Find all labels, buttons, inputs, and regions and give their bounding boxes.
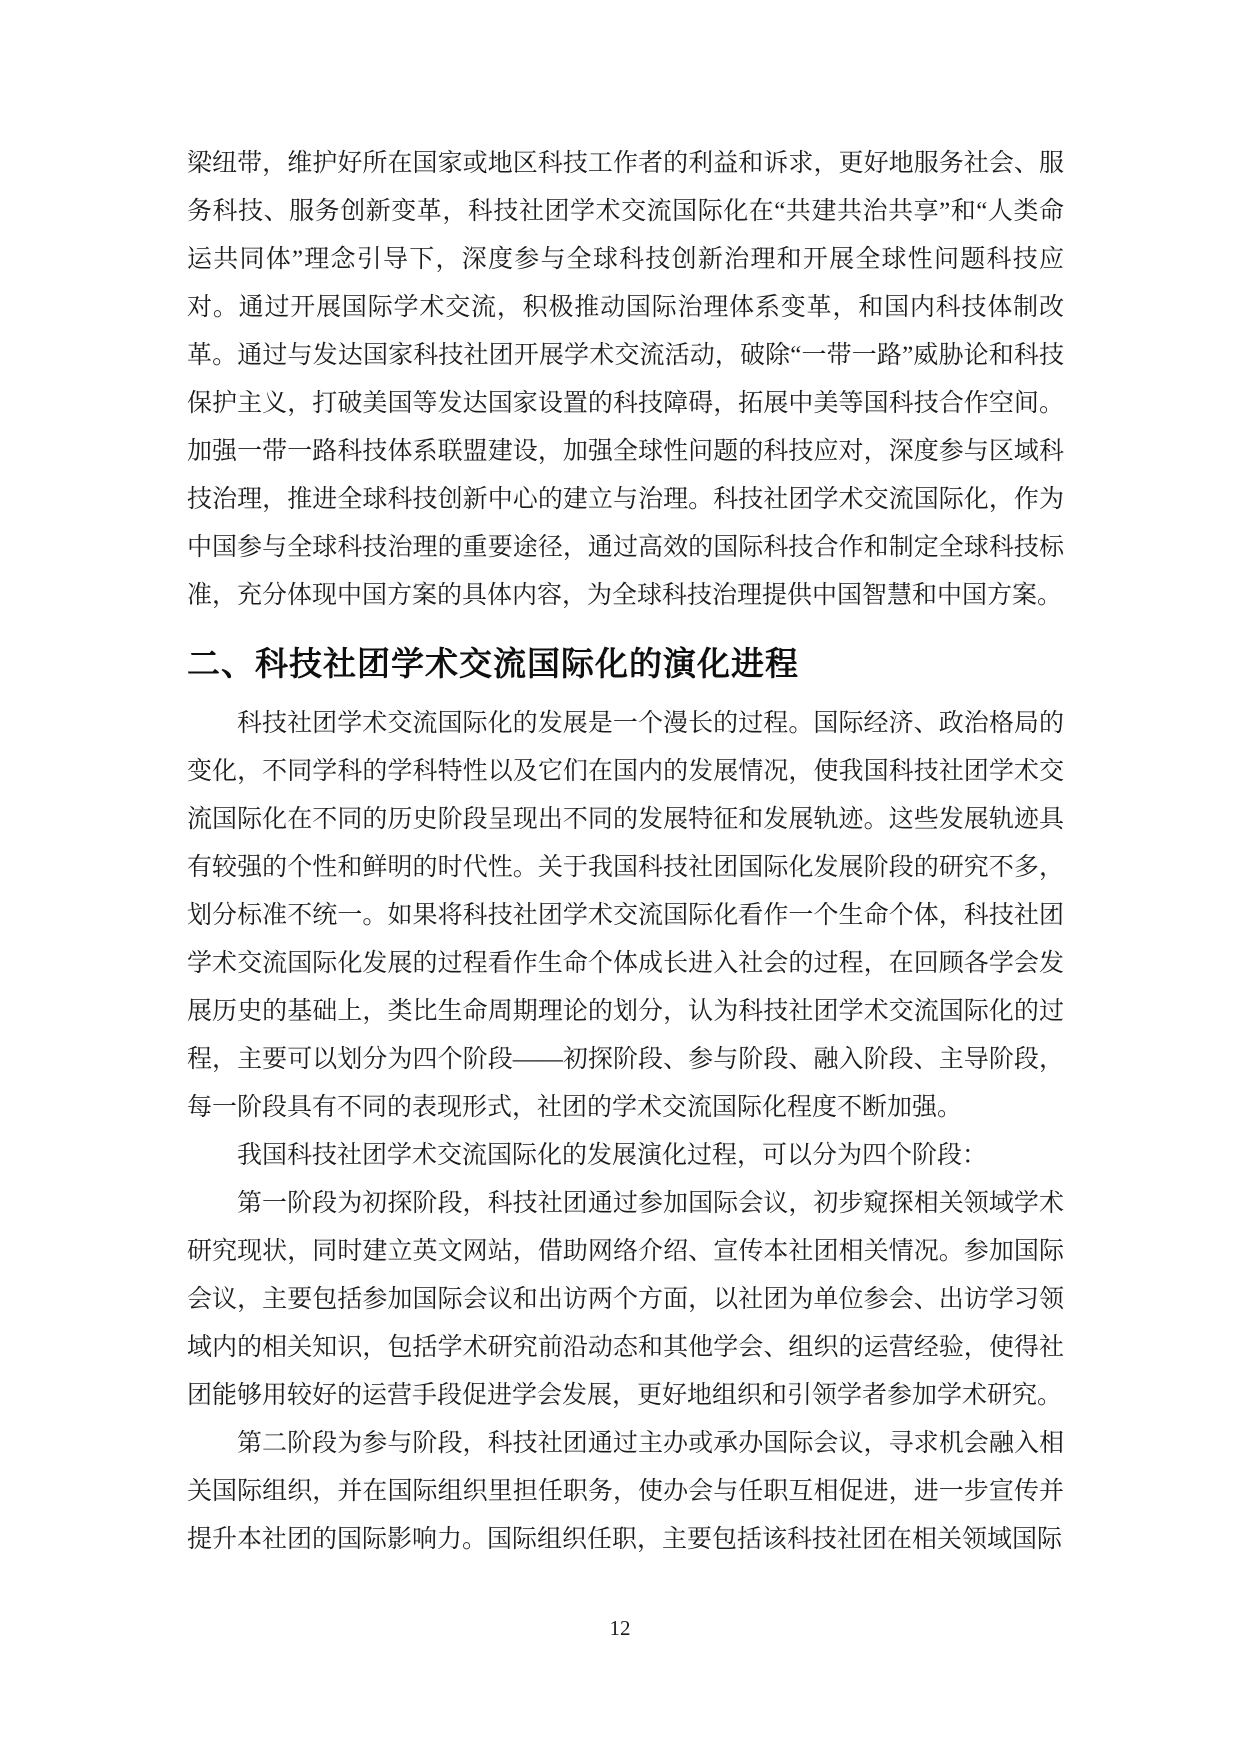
paragraph: 我国科技社团学术交流国际化的发展演化过程，可以分为四个阶段： <box>237 1142 988 1169</box>
paragraph: 梁纽带，维护好所在国家或地区科技工作者的利益和诉求，更好地服务社会、服务科技、服务创新变革，科技社团学术交流国际化在“共建共治共享”和“人类命运共同体”理念引导下，深度参与全球科技创新治理和开展全球性问题科技应对。通过开展国际学术交流，积极推动国际治理体系变革，和国内科技体制改革。通过与发达国家科技社团开展学术交流活动，破除“一带一路”威胁论和科技保护主义，打破美国等发达国家设置的科技障碍，拓展中美等国科技合作空间。加强一带一路科技体系联盟建设，加强全球性问题的科技应对，深度参与区域科技治理，推进全球科技创新中心的建立与治理。科技社团学术交流国际化，作为中国参与全球科技治理的重要途径，通过高效的国际科技合作和制定全球科技标准，充分体现中国方案的具体内容，为全球科技治理提供中国智慧和中国方案。 <box>187 150 1064 609</box>
paragraph: 科技社团学术交流国际化的发展是一个漫长的过程。国际经济、政治格局的变化，不同学科的学科特性以及它们在国内的发展情况，使我国科技社团学术交流国际化在不同的历史阶段呈现出不同的发展特征和发展轨迹。这些发展轨迹具有较强的个性和鲜明的时代性。关于我国科技社团国际化发展阶段的研究不多，划分标准不统一。如果将科技社团学术交流国际化看作一个生命个体，科技社团学术交流国际化发展的过程看作生命个体成长进入社会的过程，在回顾各学会发展历史的基础上，类比生命周期理论的划分，认为科技社团学术交流国际化的过程，主要可以划分为四个阶段——初探阶段、参与阶段、融入阶段、主导阶段，每一阶段具有不同的表现形式，社团的学术交流国际化程度不断加强。 <box>187 710 1064 1121</box>
page-number: 12 <box>609 1616 631 1640</box>
document-body <box>187 140 1064 1564</box>
section-heading: 二、科技社团学术交流国际化的演化进程 <box>187 645 799 682</box>
paragraph: 第二阶段为参与阶段，科技社团通过主办或承办国际会议，寻求机会融入相关国际组织，并在国际组织里担任职务，使办会与任职互相促进，进一步宣传并提升本社团的国际影响力。国际组织任职，主要包括该科技社团在相关领域国际 <box>187 1430 1064 1553</box>
paragraph: 第一阶段为初探阶段，科技社团通过参加国际会议，初步窥探相关领域学术研究现状，同时建立英文网站，借助网络介绍、宣传本社团相关情况。参加国际会议，主要包括参加国际会议和出访两个方面，以社团为单位参会、出访学习领域内的相关知识，包括学术研究前沿动态和其他学会、组织的运营经验，使得社团能够用较好的运营手段促进学会发展，更好地组织和引领学者参加学术研究。 <box>187 1190 1064 1409</box>
